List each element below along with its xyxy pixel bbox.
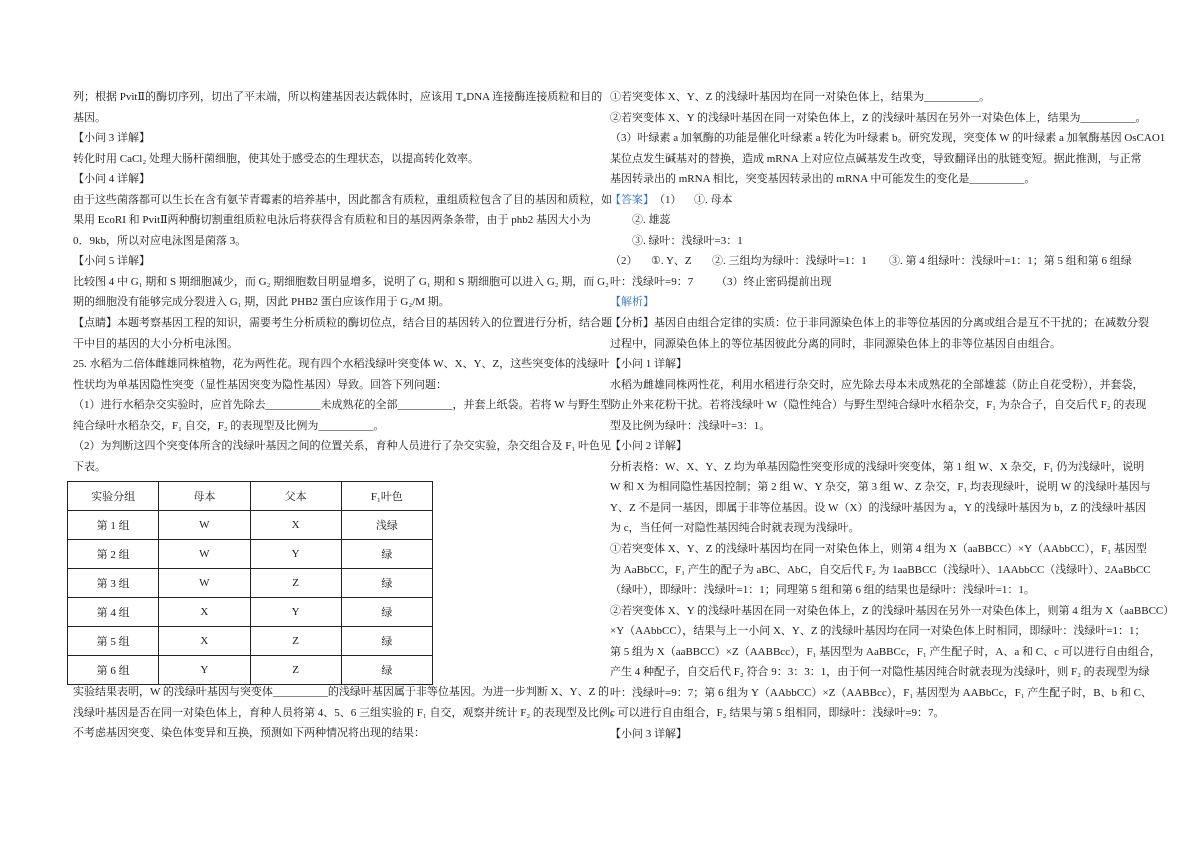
answer-part-3: （3）终止密码提前出现 <box>716 275 832 288</box>
question-part-3: 某位点发生碱基对的替换，造成 mRNA 上对应位点碱基发生改变，导致翻译出的肽链变短。据此推测，与正常 <box>610 152 1142 165</box>
answer-line-1 <box>610 190 1130 211</box>
question-25-stem: 性状均为单基因隐性突变（显性基因突变为隐性基因）导致。回答下列问题： <box>73 378 447 391</box>
table-cell: Z <box>250 627 341 656</box>
answer-item: ②. 三组均为绿叶：浅绿叶=1：1 <box>712 255 867 268</box>
table-cell: 第 2 组 <box>68 540 159 569</box>
answer-part-2-number: （2） <box>610 255 638 268</box>
paragraph-line: 转化时用 CaCl₂ 处理大肠杆菌细胞，使其处于感受态的生理状态，以提高转化效率。 <box>73 152 479 165</box>
answer-item: ①. Y、Z <box>651 255 692 268</box>
explanation-line: 防止外来花粉干扰。若将浅绿叶 W（隐性纯合）与野生型纯合绿叶水稻杂交，F₁ 为杂合子，自交后代 F₂ 的表现 <box>610 399 1147 412</box>
table-header-cell: 实验分组 <box>68 482 159 511</box>
explanation-line: ①若突变体 X、Y、Z 的浅绿叶基因均在同一对染色体上，则第 4 组为 X（aaBBCC）×Y（AAbbCC），F₁ 基因型 <box>610 543 1147 556</box>
paragraph-line: 不考虑基因突变、染色体变异和互换，预测如下两种情况将出现的结果： <box>73 727 425 740</box>
answer-line-2 <box>610 210 1130 231</box>
table-cell: 绿 <box>341 540 432 569</box>
paragraph-line: 比较图 4 中 G₁ 期和 S 期细胞减少，而 G₂ 期细胞数目明显增多，说明了 G₁ 期和 S 期细胞可以进入 G₂ 期，而 G₂ <box>73 275 609 288</box>
table-cell: 绿 <box>341 569 432 598</box>
table-row <box>68 627 433 656</box>
paragraph-line: 0．9kb，所以对应电泳图是菌落 3。 <box>73 234 247 247</box>
answer-part-1-number: （1） <box>654 193 682 206</box>
comment-line: 干中目的基因的大小分析电泳图。 <box>73 337 238 350</box>
subquestion-5-heading: 【小问 5 详解】 <box>73 255 150 268</box>
table-row <box>68 656 433 685</box>
table-header-cell: F₁叶色 <box>341 482 432 511</box>
paragraph-line: 期的细胞没有能够完成分裂进入 G₁ 期，因此 PHB2 蛋白应该作用于 G₂/M 期。 <box>73 296 450 309</box>
table-cell: 第 1 组 <box>68 511 159 540</box>
table-cell: Y <box>250 598 341 627</box>
subquestion-4-heading: 【小问 4 详解】 <box>73 173 150 186</box>
answer-item: ②. 雄蕊 <box>632 214 671 227</box>
answer-line-5 <box>610 272 1130 293</box>
analysis-line: 过程中，同源染色体上的等位基因彼此分离的同时，非同源染色体上的非等位基因自由组合。 <box>610 337 1061 350</box>
table-cell: 绿 <box>341 656 432 685</box>
explanation-line: 为 AaBbCC，F₁ 产生的配子为 aBC、AbC，自交后代 F₂ 为 1aaBBCC（浅绿叶）、1AAbbCC（浅绿叶）、2AaBbCC <box>610 563 1151 576</box>
table-cell: Y <box>159 656 250 685</box>
explanation-line: ②若突变体 X、Y 的浅绿叶基因在同一对染色体上，Z 的浅绿叶基因在另外一对染色体上，则第 4 组为 X（aaBBCC） <box>610 604 1175 617</box>
answer-item: ①. 母本 <box>694 193 733 206</box>
comment-line: 【点睛】本题考察基因工程的知识，需要考生分析质粒的酶切位点，结合目的基因转入的位置进行分析，结合题 <box>73 317 612 330</box>
left-column-lower <box>73 682 621 744</box>
cross-experiment-table <box>67 481 433 685</box>
table-cell: W <box>159 569 250 598</box>
table-cell: 第 6 组 <box>68 656 159 685</box>
paragraph-line: 果用 EcoRI 和 PvitⅡ两种酶切割重组质粒电泳后将获得含有质粒和目的基因两条条带，由于 phb2 基因大小为 <box>73 214 592 227</box>
table-cell: 浅绿 <box>341 511 432 540</box>
table-header-row <box>68 482 433 511</box>
answer-item: ③. 第 4 组绿叶：浅绿叶=1：1；第 5 组和第 6 组绿 <box>889 255 1132 268</box>
table-row <box>68 540 433 569</box>
answer-line-4 <box>610 251 1130 272</box>
paragraph-line: 列；根据 PvitⅡ的酶切序列，切出了平末端，所以构建基因表达载体时，应该用 T₄DNA 连接酶连接质粒和目的 <box>73 91 603 103</box>
answer-label: 【答案】 <box>610 193 654 206</box>
table-row <box>68 598 433 627</box>
table-cell: 第 5 组 <box>68 627 159 656</box>
table-row <box>68 569 433 598</box>
question-part-3: （3）叶绿素 a 加氧酶的功能是催化叶绿素 a 转化为叶绿素 b。研究发现，突变体 W 的叶绿素 a 加氧酶基因 OsCAO1 <box>610 132 1166 145</box>
left-column-upper <box>73 87 612 477</box>
table-cell: 绿 <box>341 627 432 656</box>
explanation-line: W 和 X 为相同隐性基因控制；第 2 组 W、Y 杂交，第 3 组 W、Z 杂交，F₁ 均表现绿叶，说明 W 的浅绿叶基因与 <box>610 481 1151 494</box>
table-cell: X <box>159 598 250 627</box>
analysis-label: 【解析】 <box>610 296 654 309</box>
table-cell: Z <box>250 656 341 685</box>
explanation-line: c 可以进行自由组合，F₂ 结果与第 5 组相同，即绿叶：浅绿叶=9：7。 <box>610 707 945 720</box>
explanation-line: 水稻为雌雄同株两性花，利用水稻进行杂交时，应先除去母本未成熟花的全部雄蕊（防止自花受粉），并套袋， <box>610 378 1144 391</box>
explanation-line: 型及比例为绿叶：浅绿叶=3：1。 <box>610 419 771 432</box>
table-cell: W <box>159 540 250 569</box>
paragraph-line: 由于这些菌落都可以生长在含有氨苄青霉素的培养基中，因此都含有质粒，重组质粒包含了目的基因和质粒，如 <box>73 193 612 206</box>
table-cell: 绿 <box>341 598 432 627</box>
table-cell: W <box>159 511 250 540</box>
subquestion-1-heading: 【小问 1 详解】 <box>610 358 687 371</box>
table-header-cell: 父本 <box>250 482 341 511</box>
question-part-1: 纯合绿叶水稻杂交，F₁ 自交，F₂ 的表现型及比例为__________。 <box>73 419 385 432</box>
answer-line-3 <box>610 231 1130 252</box>
subquestion-2-heading: 【小问 2 详解】 <box>610 440 687 453</box>
paragraph-line: 基因。 <box>73 111 106 124</box>
answer-item-continuation: 叶：浅绿叶=9：7 <box>610 275 694 288</box>
paragraph-line: 实验结果表明，W 的浅绿叶基因与突变体__________的浅绿叶基因属于非等位基因。为进一步判断 X、Y、Z 的 <box>73 686 610 698</box>
explanation-line: 产生 4 种配子，自交后代 F₂ 符合 9：3：3：1，由于何一对隐性基因纯合时就表现为浅绿叶，则 F₂ 的表现型为绿 <box>610 666 1150 679</box>
table-header-cell: 母本 <box>159 482 250 511</box>
explanation-line: 为 c，当任何一对隐性基因纯合时就表现为浅绿叶。 <box>610 522 860 535</box>
explanation-line: （绿叶），即绿叶：浅绿叶=1：1；同理第 5 组和第 6 组的结果也是绿叶：浅绿叶=1：1。 <box>610 584 1035 597</box>
explanation-line: ×Y（AAbbCC），结果与上一小问 X、Y、Z 的浅绿叶基因均在同一对染色体上时相同，即绿叶：浅绿叶=1：1； <box>610 625 1146 638</box>
question-part-2: 下表。 <box>73 460 106 473</box>
table-cell: 第 4 组 <box>68 598 159 627</box>
question-25-stem: 25. 水稻为二倍体雌雄同株植物，花为两性花。现有四个水稻浅绿叶突变体 W、X、Y、Z，这些突变体的浅绿叶 <box>73 358 610 371</box>
paragraph-line: 浅绿叶基因是否在同一对染色体上，育种人员将第 4、5、6 三组实验的 F₁ 自交，观察并统计 F₂ 的表现型及比例。 <box>73 706 621 719</box>
question-case-1: ①若突变体 X、Y、Z 的浅绿叶基因均在同一对染色体上，结果为__________。 <box>610 91 991 103</box>
explanation-line: 分析表格：W、X、Y、Z 均为单基因隐性突变形成的浅绿叶突变体，第 1 组 W、X 杂交，F₁ 仍为浅绿叶，说明 <box>610 460 1145 473</box>
explanation-line: 叶：浅绿叶=9：7；第 6 组为 Y（AAbbCC）×Z（AABBcc），F₁ 基因型为 AABbCc，F₁ 产生配子时，B、b 和 C、 <box>610 686 1152 699</box>
explanation-line: Y、Z 不是同一基因，即属于非等位基因。设 W（X）的浅绿叶基因为 a，Y 的浅绿叶基因为 b，Z 的浅绿叶基因 <box>610 501 1147 514</box>
table-cell: 第 3 组 <box>68 569 159 598</box>
question-part-3: 基因转录出的 mRNA 相比，突变基因转录出的 mRNA 中可能发生的变化是__________。 <box>610 173 1036 186</box>
table-cell: X <box>250 511 341 540</box>
table-cell: Y <box>250 540 341 569</box>
table-cell: X <box>159 627 250 656</box>
answer-item: ③. 绿叶：浅绿叶=3：1 <box>632 234 743 247</box>
question-case-2: ②若突变体 X、Y 的浅绿叶基因在同一对染色体上，Z 的浅绿叶基因在另外一对染色体上，结果为__________。 <box>610 111 1147 124</box>
question-part-1: （1）进行水稻杂交实验时，应首先除去__________未成熟花的全部__________，并套上纸袋。若将 W 与野生型 <box>73 399 612 412</box>
subquestion-3-heading: 【小问 3 详解】 <box>73 132 150 145</box>
subquestion-3-heading: 【小问 3 详解】 <box>610 727 687 740</box>
right-column <box>610 87 1175 745</box>
question-part-2: （2）为判断这四个突变体所含的浅绿叶基因之间的位置关系，育种人员进行了杂交实验，杂交组合及 F₁ 叶色见 <box>73 440 611 453</box>
explanation-line: 第 5 组为 X（aaBBCC）×Z（AABBcc），F₁ 基因型为 AaBBCc，F₁ 产生配子时，A、a 和 C、c 可以进行自由组合， <box>610 645 1161 658</box>
table-cell: Z <box>250 569 341 598</box>
analysis-line: 【分析】基因自由组合定律的实质：位于非同源染色体上的非等位基因的分离或组合是互不干扰的；在减数分裂 <box>610 317 1149 330</box>
table-row <box>68 511 433 540</box>
